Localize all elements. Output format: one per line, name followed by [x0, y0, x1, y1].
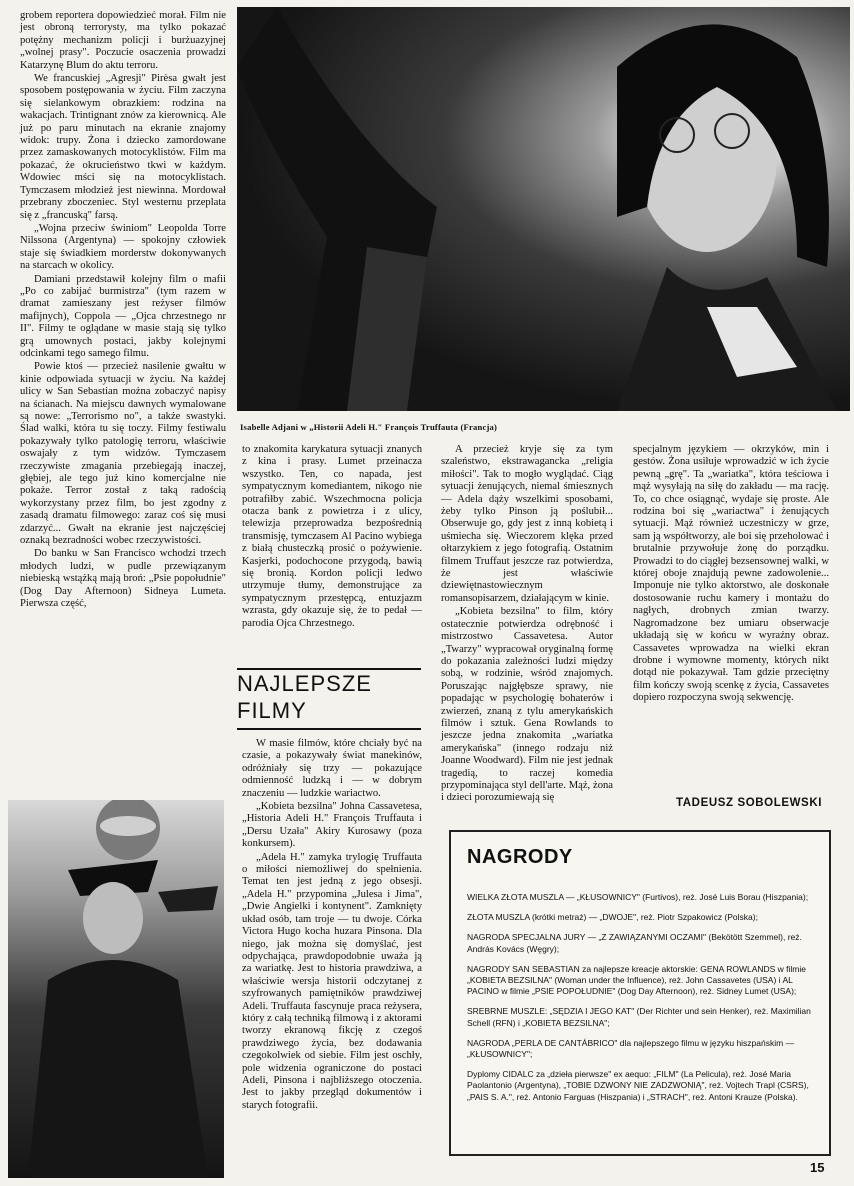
awards-list [467, 892, 817, 1112]
column-2b [242, 738, 422, 1113]
paragraph: Damiani przedstawił kolejny film o mafii „Po co zabijać burmistrza" (tym razem w dramat zamieszany jest reżyser filmów mafijnych), Coppola — „Ojca chrzestnego nr II". Filmy te oglądane w masie stają się tylko grą umownych postaci, jakby kolejnymi odcinkami tego samego filmu. [20, 273, 226, 359]
paragraph: grobem reportera dopowiedzieć morał. Film nie jest obroną terrorysty, ma tylko pokazać potężny mechanizm policji i burżuazyjnej „wolnej prasy". Poczucie osaczenia prowadzi Katarzynę Blum do aktu terroru. [20, 10, 226, 71]
paragraph: „Kobieta bezsilna" to film, który ostatecznie potwierdza odrębność i mistrzostwo Cassavetesa. Autor „Twarzy" wypracował oryginalną formę do pokazania zależności ludzi między sobą, w rodzinie, wśród znajomych. Poruszając najgłębsze sprawy, nie popadając w psychologię bohaterów i zwierzeń, znaną z tylu amerykańskich filmów i sztuk. Gena Rowlands to jeszcze jedna znakomita „wariatka amerykańska" (innego rodzaju niż Joanne Woodward). Film nie jest jednak tragedią, to raczej komedia przypominająca styl dell'arte. Mąż, żona i dzieci porozumiewają się [441, 606, 613, 804]
paragraph: We francuskiej „Agresji" Pirèsa gwałt jest sposobem postępowania w życiu. Film zaczyna się sielankowym obrazkiem: rodzina na wakacjach. Trintignant znów za kierownicą. Ale już po paru minutach na ekranie znajomy widok: trupy. Żona i dziecko zamordowane przez zamaskowanych motocyklistów. Film ma pokazać, że okrucieństwo tkwi w każdym. Wdowiec mści się na motocyklistach. Tymczasem młodzież jest niewinna. Mordował przebrany zboczeniec. Styl westernu przeplata się z „francuską" farsą. [20, 73, 226, 221]
award-item: Dyplomy CIDALC za „dzieła pierwsze" ex aequo: „FILM" (La Pelicula), reż. José Maria Paolantonio (Argentyna), „TOBIE DZWONY NIE ZADZWONIĄ", reż. Vojtech Trapl (CSRS), „PAIS S. A.", reż. Antonio Farguas (Hiszpania) i „STRACH", reż. Antoni Krauze (Polska). [467, 1069, 809, 1102]
awards-box [449, 830, 831, 1156]
heading-line-1: NAJLEPSZE [237, 671, 372, 696]
column-4 [633, 444, 829, 706]
column-1 [20, 10, 226, 612]
photo-adjani [237, 7, 850, 411]
award-item: WIELKA ZŁOTA MUSZLA — „KŁUSOWNICY" (Furtivos), reż. José Luis Borau (Hiszpania); [467, 892, 809, 902]
column-3 [441, 444, 613, 806]
paragraph: specjalnym językiem — okrzyków, min i gestów. Żona usiłuje wprowadzić w ich życie pewną „grę". Ta „wariatka", która teściowa i mąż wysyłają na siłę do zakładu — ma rację. To, co chce osiągnąć, wydaje się proste. Ale rodzina boi się „wariactwa" i żenujących sytuacji. Mąż również uczestniczy w grze, sam ją współtworzy, ale boi się przeholować i brutalnie przywołuje żonę do porządku. Prowadzi to do ciągłej bezsensownej walki, w której oboje znajdują pewne zadowolenie... Imponuje nie tylko aktorstwo, ale doskonałe dostosowanie ruchu kamery i montażu do nagłych, drobnych zmian twarzy. Nagromadzone bez umiaru obserwacje układają się w końcu w wyraźny obraz. Cassavetes wprowadza na wielki ekran drobne i wymowne momenty, których nikt dotąd nie pokazywał. Tam gdzie przeciętny film kończy swoją scenkę z życia, Cassavetes dopiero rozpoczyna swoją sekwencję. [633, 444, 829, 704]
awards-title: NAGRODY [467, 846, 573, 868]
author-signature: TADEUSZ SOBOLEWSKI [676, 797, 823, 809]
photo-illustration-2 [8, 800, 224, 1178]
paragraph: W masie filmów, które chciały być na czasie, a pokazywały świat manekinów, odróżniały się trzy — pokazujące odmienność ludzką i — w dobrym znaczeniu — ludzkie wariactwo. [242, 738, 422, 799]
photo-man-with-hat [8, 800, 224, 1178]
paragraph: Powie ktoś — przecież nasilenie gwałtu w kinie odpowiada sytuacji w życiu. Na każdej ulicy w San Sebastian można zobaczyć napisy na ścianach. Na miejscu dawnych wymalowane są nowe: „Terrorismo no", a także swastyki. Ślad walki, która tu się toczy. Filmy festiwalu pokazywały tylko patologię terroru, właściwie oswajały z tym widzów. Tymczasem rzeczywiste zmagania przebiegają inaczej, głębiej, ale tego już kino komercjalne nie pokaże. Terror został z taką radością wykorzystany przez film, bo jest zgodny z zasadą dramatu filmowego: zaraz coś się musi zdarzyć... Gwałt na ekranie jest najczęściej oznaką bezradności wobec rzeczywistości. [20, 361, 226, 547]
paragraph: A przecież kryje się za tym szaleństwo, ekstrawagancka „religia miłości". Tak to mogło wyglądać. Ciąg sytuacji żenujących, niemal śmiesznych — Adela dąży wszelkimi sposobami, żeby tylko Pinson ją poślubił... Obserwuje go, gdy jest z inną kobietą i uśmiecha się. Wieczorem klęka przed ołtarzykiem z jego fotografią. Ostatnim filmem Truffaut jeszcze raz potwierdza, że jest właściwie dziewiętnastowiecznym romansopisarzem, działającym w kinie. [441, 444, 613, 604]
paragraph: „Adela H." zamyka trylogię Truffauta o miłości niemożliwej do spełnienia. Temat ten jest jedną z jego obsesji. „Adela H." przypomina „Julesa i Jima", „Dwie Angielki i kontynent". Zamknięty układ osób, tam troje — tu dwoje. Córka Victora Hugo kocha huzara Pinsona. Dla niego, jak można się domyślać, jest odpychająca, prawdopodobnie uważa ją za wariatkę. Jest to historia prawdziwa, a właściwie wersja historii odczytanej z szyfrowanych pamiętników prawdziwej Adeli. Truffauta fascynuje praca reżysera, który z całą techniką filmową i z aktorami tworzy ekranową fikcję z czegoś prawdziwego życia, bez dodawania czegokolwiek od siebie. Film jest oschły, pole widzenia ograniczone do postaci Adeli, Pinsona i najbliższego otoczenia. Jest to jakby przegląd dokumentów i starych fotografii. [242, 851, 422, 1111]
paragraph: Do banku w San Francisco wchodzi trzech młodych ludzi, w pudle przewiązanym niebieską wstążką mają broń: „Psie popołudnie" (Dog Day Afternoon) Sidneya Lumeta. Pierwsza część, [20, 548, 226, 610]
paragraph: „Wojna przeciw świniom" Leopolda Torre Nilssona (Argentyna) — spokojny człowiek staje się świadkiem morderstw dokonywanych na starcach w okolicy. [20, 222, 226, 272]
award-item: NAGRODA „PERLA DE CANTÁBRICO" dla najlepszego filmu w języku hiszpańskim — „KŁUSOWNICY"; [467, 1037, 795, 1060]
photo-illustration [237, 7, 850, 411]
award-item: NAGRODA SPECJALNA JURY — „Z ZAWIĄZANYMI OCZAMI" (Bekötött Szemmel), reż. András Kovács (Węgry); [467, 932, 802, 954]
section-heading [237, 668, 421, 730]
column-2 [242, 444, 422, 631]
award-item: SREBRNE MUSZLE: „SĘDZIA I JEGO KAT" (Der Richter und sein Henker), reż. Maximilian Schell (RFN) i „KOBIETA BEZSILNA"; [467, 1006, 811, 1028]
photo-caption: Isabelle Adjani w „Historii Adeli H." François Truffauta (Francja) [240, 422, 498, 432]
award-item: ZŁOTA MUSZLA (krótki metraż) — „DWOJE", reż. Piotr Szpakowicz (Polska); [467, 912, 758, 923]
award-item: NAGRODY SAN SEBASTIAN za najlepsze kreacje aktorskie: GENA ROWLANDS w filmie „KOBIETA BEZSILNA" (Woman under the Influence), reż. John Cassavetes (USA) i AL PACINO w filmie „PSIE POPOŁUDNIE" (Dog Day Afternoon), reż. Sidney Lumet (USA); [467, 963, 806, 997]
paragraph: „Kobieta bezsilna" Johna Cassavetesa, „Historia Adeli H." François Truffauta i „Dersu Uzała" Akiry Kurosawy (poza konkursem). [242, 801, 422, 850]
page-number: 15 [810, 1160, 825, 1175]
heading-line-2: FILMY [237, 698, 307, 723]
paragraph: to znakomita karykatura sytuacji znanych z kina i prasy. Lumet przeinacza wszystko. Ten, co napada, jest sympatycznym komediantem, nikogo nie potrafiłby zabić. Wszechmocna policja otacza bank z powietrza i z ulicy, telewizja przeprowadza bezpośrednią transmisję, tymczasem Al Pacino wybiega z białą chusteczką prosić o pożywienie. Kasjerki, podochocone przygodą, bawią się bronią. Kordon policji ledwo utrzymuje tłumy, demonstrujące za sympatycznym przestępcą, entuzjazm wzrasta, gdy okazuje się, że to pedał — parodia Ojca Chrzestnego. [242, 444, 422, 629]
